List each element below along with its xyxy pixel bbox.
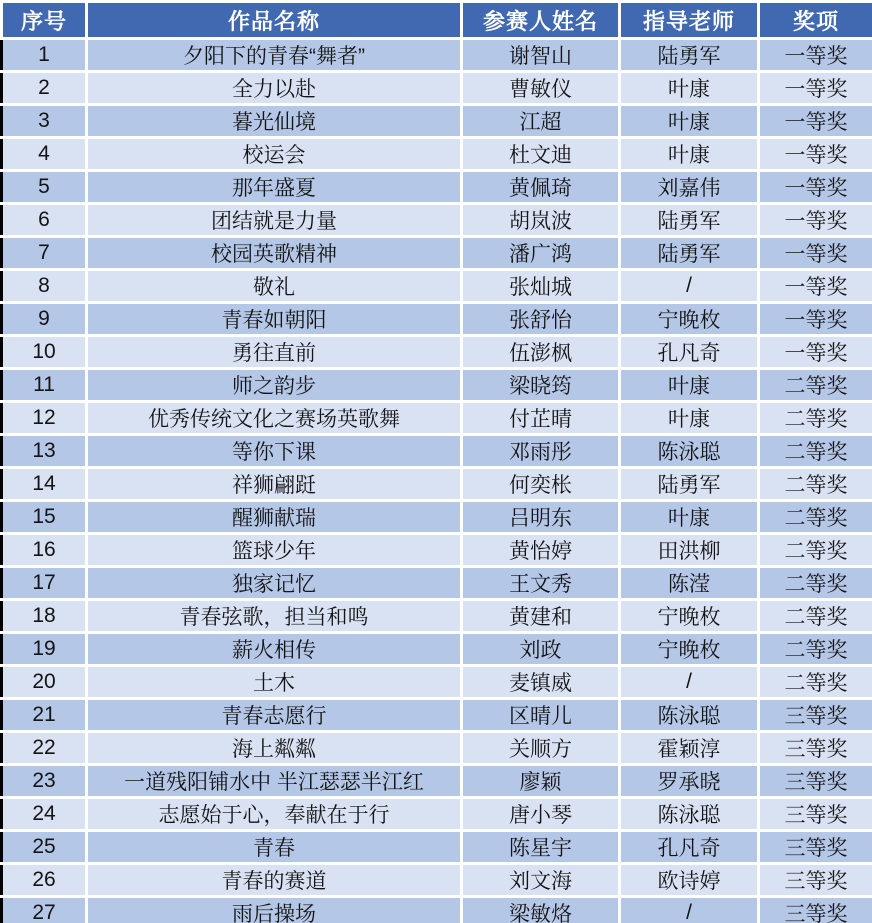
table-row <box>2 171 872 204</box>
table-row <box>2 369 872 402</box>
cell-teacher: 陈滢 <box>620 567 759 600</box>
cell-participant: 区晴儿 <box>462 699 620 732</box>
cell-participant: 关顺方 <box>462 732 620 765</box>
cell-award: 三等奖 <box>759 831 872 864</box>
cell-award: 一等奖 <box>759 303 872 336</box>
cell-title: 那年盛夏 <box>87 171 462 204</box>
cell-no: 25 <box>2 831 87 864</box>
cell-no: 7 <box>2 237 87 270</box>
cell-title: 雨后操场 <box>87 897 462 923</box>
cell-no: 8 <box>2 270 87 303</box>
table-row <box>2 600 872 633</box>
table-row <box>2 765 872 798</box>
cell-no: 12 <box>2 402 87 435</box>
cell-title: 篮球少年 <box>87 534 462 567</box>
cell-teacher: 陆勇军 <box>620 237 759 270</box>
cell-title: 青春如朝阳 <box>87 303 462 336</box>
cell-title: 师之韵步 <box>87 369 462 402</box>
cell-participant: 刘文海 <box>462 864 620 897</box>
table-row <box>2 831 872 864</box>
table-row <box>2 138 872 171</box>
cell-title: 敬礼 <box>87 270 462 303</box>
cell-title: 等你下课 <box>87 435 462 468</box>
cell-title: 祥狮翩跹 <box>87 468 462 501</box>
cell-award: 二等奖 <box>759 534 872 567</box>
cell-participant: 王文秀 <box>462 567 620 600</box>
cell-no: 10 <box>2 336 87 369</box>
cell-title: 青春 <box>87 831 462 864</box>
cell-title: 薪火相传 <box>87 633 462 666</box>
cell-teacher: 刘嘉伟 <box>620 171 759 204</box>
table-row <box>2 105 872 138</box>
table-row <box>2 534 872 567</box>
cell-participant: 廖颖 <box>462 765 620 798</box>
cell-participant: 黄建和 <box>462 600 620 633</box>
cell-teacher: 陆勇军 <box>620 468 759 501</box>
cell-title: 青春的赛道 <box>87 864 462 897</box>
cell-no: 6 <box>2 204 87 237</box>
cell-award: 一等奖 <box>759 39 872 72</box>
header-row <box>2 2 872 39</box>
cell-participant: 邓雨彤 <box>462 435 620 468</box>
cell-title: 志愿始于心，奉献在于行 <box>87 798 462 831</box>
column-header-participant: 参赛人姓名 <box>462 2 620 39</box>
table-row <box>2 798 872 831</box>
cell-teacher: 陈泳聪 <box>620 798 759 831</box>
table-row <box>2 402 872 435</box>
cell-title: 校运会 <box>87 138 462 171</box>
cell-teacher: / <box>620 270 759 303</box>
cell-teacher: 陈泳聪 <box>620 435 759 468</box>
cell-award: 二等奖 <box>759 567 872 600</box>
table-row <box>2 303 872 336</box>
cell-participant: 江超 <box>462 105 620 138</box>
cell-teacher: 田洪柳 <box>620 534 759 567</box>
cell-teacher: 霍颖淳 <box>620 732 759 765</box>
column-header-teacher: 指导老师 <box>620 2 759 39</box>
cell-no: 3 <box>2 105 87 138</box>
cell-no: 19 <box>2 633 87 666</box>
table-row <box>2 336 872 369</box>
cell-participant: 曹敏仪 <box>462 72 620 105</box>
cell-participant: 谢智山 <box>462 39 620 72</box>
cell-award: 二等奖 <box>759 468 872 501</box>
cell-teacher: 叶康 <box>620 501 759 534</box>
cell-participant: 张舒怡 <box>462 303 620 336</box>
cell-no: 9 <box>2 303 87 336</box>
cell-teacher: 陆勇军 <box>620 39 759 72</box>
cell-teacher: 叶康 <box>620 72 759 105</box>
cell-teacher: 宁晚枚 <box>620 600 759 633</box>
cell-title: 醒狮献瑞 <box>87 501 462 534</box>
cell-participant: 唐小琴 <box>462 798 620 831</box>
cell-award: 三等奖 <box>759 732 872 765</box>
table-header <box>2 2 872 39</box>
cell-award: 二等奖 <box>759 633 872 666</box>
cell-no: 4 <box>2 138 87 171</box>
cell-no: 13 <box>2 435 87 468</box>
cell-title: 校园英歌精神 <box>87 237 462 270</box>
cell-title: 独家记忆 <box>87 567 462 600</box>
cell-title: 海上粼粼 <box>87 732 462 765</box>
table-row <box>2 72 872 105</box>
cell-participant: 刘政 <box>462 633 620 666</box>
table-body <box>2 39 872 923</box>
cell-title: 夕阳下的青春“舞者” <box>87 39 462 72</box>
cell-teacher: 宁晚枚 <box>620 633 759 666</box>
cell-teacher: 欧诗婷 <box>620 864 759 897</box>
cell-award: 三等奖 <box>759 699 872 732</box>
cell-award: 一等奖 <box>759 171 872 204</box>
cell-participant: 梁敏烙 <box>462 897 620 923</box>
table-row <box>2 699 872 732</box>
cell-teacher: 叶康 <box>620 369 759 402</box>
cell-award: 一等奖 <box>759 72 872 105</box>
column-header-award: 奖项 <box>759 2 872 39</box>
column-header-serial: 序号 <box>2 2 87 39</box>
cell-no: 26 <box>2 864 87 897</box>
cell-teacher: 宁晚枚 <box>620 303 759 336</box>
cell-teacher: 陆勇军 <box>620 204 759 237</box>
cell-award: 三等奖 <box>759 864 872 897</box>
cell-no: 5 <box>2 171 87 204</box>
cell-teacher: 叶康 <box>620 402 759 435</box>
cell-no: 27 <box>2 897 87 923</box>
cell-no: 18 <box>2 600 87 633</box>
cell-title: 土木 <box>87 666 462 699</box>
cell-no: 16 <box>2 534 87 567</box>
cell-teacher: / <box>620 666 759 699</box>
table-row <box>2 732 872 765</box>
table-row <box>2 204 872 237</box>
table-row <box>2 468 872 501</box>
cell-teacher: 陈泳聪 <box>620 699 759 732</box>
cell-participant: 潘广鸿 <box>462 237 620 270</box>
cell-title: 暮光仙境 <box>87 105 462 138</box>
cell-title: 青春志愿行 <box>87 699 462 732</box>
table-row <box>2 633 872 666</box>
cell-no: 21 <box>2 699 87 732</box>
cell-no: 23 <box>2 765 87 798</box>
cell-no: 20 <box>2 666 87 699</box>
table-row <box>2 237 872 270</box>
cell-teacher: 孔凡奇 <box>620 831 759 864</box>
table-row <box>2 567 872 600</box>
table-row <box>2 270 872 303</box>
cell-title: 青春弦歌，担当和鸣 <box>87 600 462 633</box>
cell-no: 14 <box>2 468 87 501</box>
cell-participant: 吕明东 <box>462 501 620 534</box>
cell-participant: 黄佩琦 <box>462 171 620 204</box>
cell-title: 勇往直前 <box>87 336 462 369</box>
cell-award: 二等奖 <box>759 600 872 633</box>
cell-award: 二等奖 <box>759 666 872 699</box>
cell-title: 优秀传统文化之赛场英歌舞 <box>87 402 462 435</box>
cell-no: 2 <box>2 72 87 105</box>
cell-title: 全力以赴 <box>87 72 462 105</box>
cell-participant: 付芷晴 <box>462 402 620 435</box>
cell-no: 11 <box>2 369 87 402</box>
cell-award: 三等奖 <box>759 897 872 923</box>
cell-participant: 张灿城 <box>462 270 620 303</box>
cell-award: 二等奖 <box>759 369 872 402</box>
cell-award: 一等奖 <box>759 105 872 138</box>
column-header-title: 作品名称 <box>87 2 462 39</box>
cell-no: 15 <box>2 501 87 534</box>
cell-participant: 杜文迪 <box>462 138 620 171</box>
cell-no: 22 <box>2 732 87 765</box>
table-row <box>2 501 872 534</box>
cell-participant: 何奕枨 <box>462 468 620 501</box>
cell-teacher: 罗承晓 <box>620 765 759 798</box>
cell-teacher: / <box>620 897 759 923</box>
cell-award: 三等奖 <box>759 798 872 831</box>
cell-award: 二等奖 <box>759 501 872 534</box>
cell-no: 17 <box>2 567 87 600</box>
cell-participant: 胡岚波 <box>462 204 620 237</box>
cell-teacher: 叶康 <box>620 105 759 138</box>
cell-award: 一等奖 <box>759 237 872 270</box>
table-row <box>2 864 872 897</box>
cell-no: 1 <box>2 39 87 72</box>
cell-participant: 伍澎枫 <box>462 336 620 369</box>
cell-teacher: 孔凡奇 <box>620 336 759 369</box>
cell-participant: 麦镇威 <box>462 666 620 699</box>
cell-title: 团结就是力量 <box>87 204 462 237</box>
cell-award: 一等奖 <box>759 270 872 303</box>
cell-award: 三等奖 <box>759 765 872 798</box>
cell-no: 24 <box>2 798 87 831</box>
cell-teacher: 叶康 <box>620 138 759 171</box>
cell-award: 二等奖 <box>759 402 872 435</box>
table-row <box>2 897 872 923</box>
cell-award: 一等奖 <box>759 204 872 237</box>
cell-participant: 黄怡婷 <box>462 534 620 567</box>
cell-award: 一等奖 <box>759 336 872 369</box>
cell-award: 二等奖 <box>759 435 872 468</box>
table-row <box>2 666 872 699</box>
cell-participant: 梁晓筠 <box>462 369 620 402</box>
cell-participant: 陈星宇 <box>462 831 620 864</box>
cell-award: 一等奖 <box>759 138 872 171</box>
table-row <box>2 39 872 72</box>
table-row <box>2 435 872 468</box>
cell-title: 一道残阳铺水中 半江瑟瑟半江红 <box>87 765 462 798</box>
